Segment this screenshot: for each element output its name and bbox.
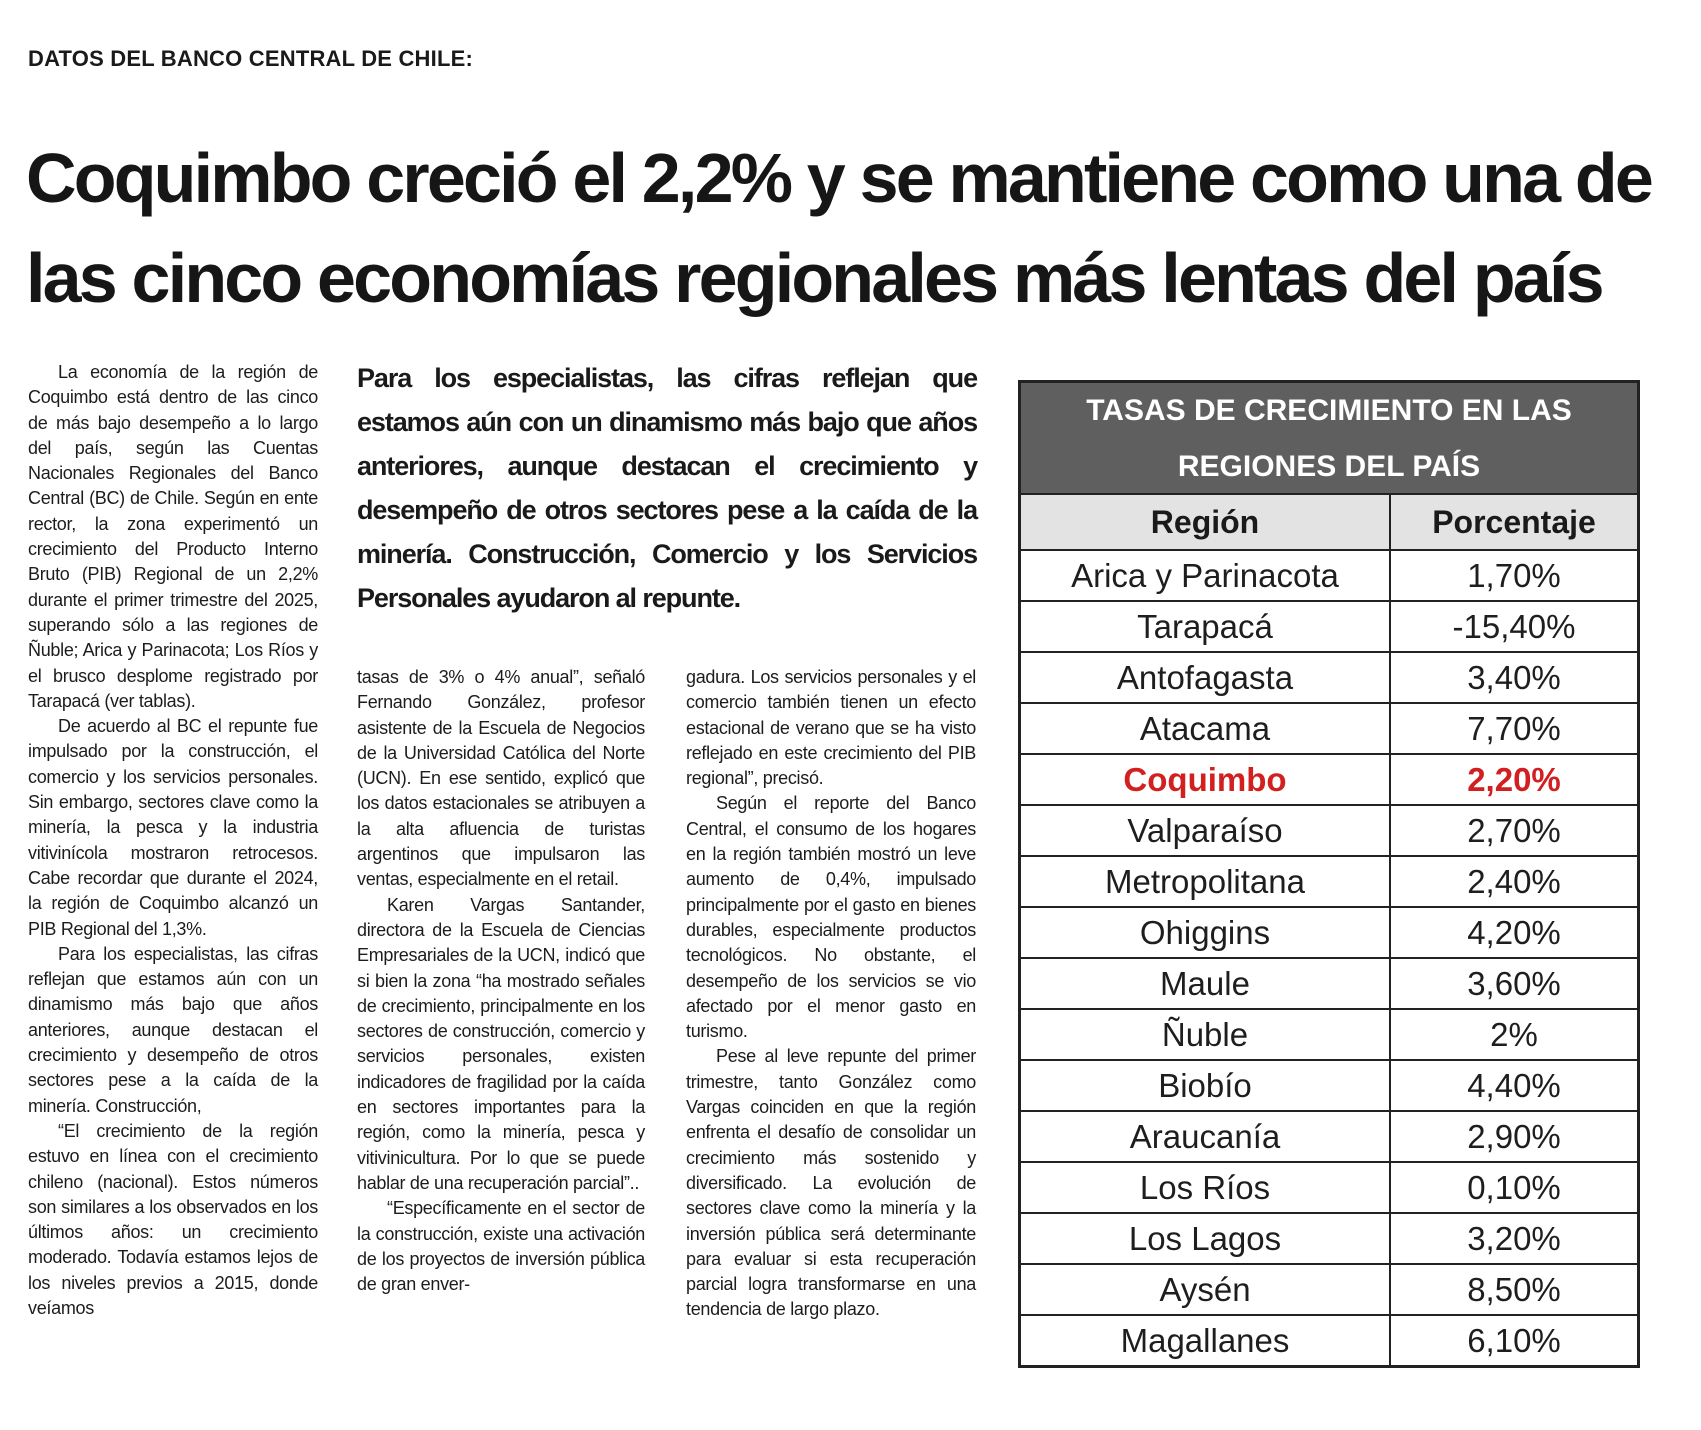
- table-row: [1021, 1060, 1637, 1111]
- table-row: [1021, 958, 1637, 1009]
- paragraph: Según el reporte del Banco Central, el consumo de los hogares en la región también mostró un leve aumento de 0,4%, impulsado principalmente por el gasto en bienes durables, especialmente productos tecnológicos. No obstante, el desempeño de los servicios se vio afectado por el menor gasto en turismo.: [686, 793, 976, 1042]
- region-cell: Antofagasta: [1021, 652, 1390, 703]
- region-cell: Valparaíso: [1021, 805, 1390, 856]
- table-row: [1021, 1009, 1637, 1060]
- growth-rates-table: [1018, 380, 1640, 1368]
- percentage-cell: 1,70%: [1390, 550, 1637, 601]
- table-row: [1021, 652, 1637, 703]
- column-header-region: Región: [1021, 495, 1390, 550]
- percentage-cell: 7,70%: [1390, 703, 1637, 754]
- percentage-cell: 2,90%: [1390, 1111, 1637, 1162]
- region-cell: Araucanía: [1021, 1111, 1390, 1162]
- region-cell: Magallanes: [1021, 1315, 1390, 1365]
- paragraph: De acuerdo al BC el repunte fue impulsado por la construcción, el comercio y los servicios personales. Sin embargo, sectores clave como la minería, la pesca y la industria vitivinícola mostraron retrocesos. Cabe recordar que durante el 2024, la región de Coquimbo alcanzó un PIB Regional del 1,3%.: [28, 716, 318, 939]
- table-body: [1021, 550, 1637, 1365]
- table-header-row: [1021, 495, 1637, 550]
- percentage-cell: 4,40%: [1390, 1060, 1637, 1111]
- table-row: [1021, 601, 1637, 652]
- paragraph: Karen Vargas Santander, directora de la Escuela de Ciencias Empresariales de la UCN, indicó que si bien la zona “ha mostrado señales de crecimiento, principalmente en los sectores de construcción, comercio y servicios personales, existen indicadores de fragilidad por la caída en sectores importantes para la región, como la minería, pesca y vitivinicultura. Por lo que se puede hablar de una recuperación parcial”..: [357, 894, 645, 1193]
- table-title: [1021, 383, 1637, 495]
- percentage-cell: 6,10%: [1390, 1315, 1637, 1365]
- region-cell: Coquimbo: [1021, 754, 1390, 805]
- percentage-cell: 2,20%: [1390, 754, 1637, 805]
- percentage-cell: 8,50%: [1390, 1264, 1637, 1315]
- region-cell: Maule: [1021, 958, 1390, 1009]
- table-row: [1021, 1111, 1637, 1162]
- region-cell: Metropolitana: [1021, 856, 1390, 907]
- table-row: [1021, 550, 1637, 601]
- table-row: [1021, 703, 1637, 754]
- region-cell: Tarapacá: [1021, 601, 1390, 652]
- column-header-percentage: Porcentaje: [1390, 495, 1637, 550]
- headline-line-2: las cinco economías regionales más lentas del país: [26, 239, 1602, 317]
- headline-line-1: Coquimbo creció el 2,2% y se mantiene como una de: [26, 139, 1651, 217]
- lead-paragraph: Para los especialistas, las cifras reflejan que estamos aún con un dinamismo más bajo que años anteriores, aunque destacan el crecimiento y desempeño de otros sectores pese a la caída de la minería. Construcción, Comercio y los Servicios Personales ayudaron al repunte.: [357, 363, 977, 613]
- article-column-2: [357, 665, 645, 1297]
- article-column-1: [28, 360, 318, 1321]
- region-cell: Aysén: [1021, 1264, 1390, 1315]
- table-title-line-1: TASAS DE CRECIMIENTO EN LAS: [1086, 394, 1572, 427]
- paragraph: gadura. Los servicios personales y el comercio también tienen un efecto estacional de verano que se ha visto reflejado en este crecimiento del PIB regional”, precisó.: [686, 667, 976, 789]
- percentage-cell: -15,40%: [1390, 601, 1637, 652]
- table-row: [1021, 1213, 1637, 1264]
- percentage-cell: 3,60%: [1390, 958, 1637, 1009]
- region-table: [1021, 495, 1637, 1365]
- percentage-cell: 2%: [1390, 1009, 1637, 1060]
- paragraph: “Específicamente en el sector de la construcción, existe una activación de los proyectos de inversión pública de gran enver-: [357, 1198, 645, 1295]
- percentage-cell: 3,40%: [1390, 652, 1637, 703]
- region-cell: Atacama: [1021, 703, 1390, 754]
- region-cell: Ohiggins: [1021, 907, 1390, 958]
- table-row: [1021, 805, 1637, 856]
- table-row: [1021, 1162, 1637, 1213]
- percentage-cell: 4,20%: [1390, 907, 1637, 958]
- table-row: [1021, 856, 1637, 907]
- percentage-cell: 2,40%: [1390, 856, 1637, 907]
- paragraph: “El crecimiento de la región estuvo en línea con el crecimiento chileno (nacional). Estos números son similares a los observados en los últimos años: un crecimiento moderado. Todavía estamos lejos de los niveles previos a 2015, donde veíamos: [28, 1120, 318, 1318]
- table-row: [1021, 1264, 1637, 1315]
- paragraph: La economía de la región de Coquimbo está dentro de las cinco de más bajo desempeño a lo largo del país, según las Cuentas Nacionales Regionales del Banco Central (BC) de Chile. Según en ente rector, la zona experimentó un crecimiento del Producto Interno Bruto (PIB) Regional de un 2,2% durante el primer trimestre del 2025, superando sólo a las regiones de Ñuble; Arica y Parinacota; Los Ríos y el brusco desplome registrado por Tarapacá (ver tablas).: [28, 362, 318, 711]
- paragraph: tasas de 3% o 4% anual”, señaló Fernando González, profesor asistente de la Escuela de Negocios de la Universidad Católica del Norte (UCN). En ese sentido, explicó que los datos estacionales se atribuyen a la alta afluencia de turistas argentinos que impulsaron las ventas, especialmente en el retail.: [357, 667, 645, 890]
- region-cell: Los Lagos: [1021, 1213, 1390, 1264]
- percentage-cell: 0,10%: [1390, 1162, 1637, 1213]
- region-cell: Ñuble: [1021, 1009, 1390, 1060]
- table-title-line-2: REGIONES DEL PAÍS: [1177, 450, 1481, 483]
- kicker: DATOS DEL BANCO CENTRAL DE CHILE:: [28, 46, 473, 71]
- percentage-cell: 2,70%: [1390, 805, 1637, 856]
- headline: [26, 128, 1686, 328]
- region-cell: Arica y Parinacota: [1021, 550, 1390, 601]
- paragraph: Pese al leve repunte del primer trimestre, tanto González como Vargas coinciden en que la región enfrenta el desafío de consolidar un crecimiento más sostenido y diversificado. La evolución de sectores clave como la minería y la inversión pública será determinante para evaluar si esta recuperación parcial logra transformarse en una tendencia de largo plazo.: [686, 1046, 976, 1320]
- paragraph: Para los especialistas, las cifras reflejan que estamos aún con un dinamismo más bajo que años anteriores, aunque destacan el crecimiento y desempeño de otros sectores pese a la caída de la minería. Construcción,: [28, 943, 318, 1116]
- table-row: [1021, 1315, 1637, 1365]
- article-column-3: [686, 665, 976, 1323]
- region-cell: Los Ríos: [1021, 1162, 1390, 1213]
- table-row: [1021, 754, 1637, 805]
- table-row: [1021, 907, 1637, 958]
- percentage-cell: 3,20%: [1390, 1213, 1637, 1264]
- region-cell: Biobío: [1021, 1060, 1390, 1111]
